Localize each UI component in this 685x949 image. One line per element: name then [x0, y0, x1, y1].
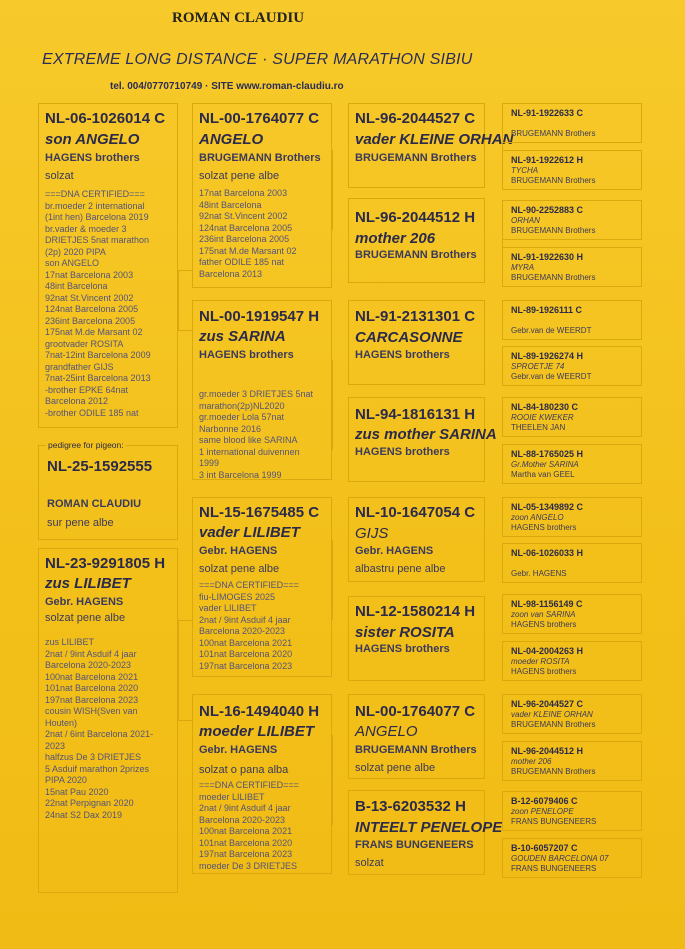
gen4-name: ORHAN: [511, 216, 540, 225]
gen2-info: ===DNA CERTIFIED=== moeder LILIBET 2nat / 9int Asduif 4 jaar Barcelona 2020-2023 100nat Barcelona 2021 101nat Barcelona 2020 197nat Barcelona 2023 moeder De 3 DRIETJES: [199, 780, 299, 871]
connector-line: [332, 735, 333, 825]
gen3-card[interactable]: [348, 694, 485, 779]
gen4-breeder: BRUGEMANN Brothers: [511, 176, 596, 185]
gen4-card[interactable]: [502, 543, 642, 583]
connector-line: [178, 620, 192, 621]
gen4-ring: NL-06-1026033 H: [511, 548, 584, 558]
gen3-card[interactable]: [348, 103, 514, 188]
gen4-card[interactable]: [502, 741, 642, 781]
gen3-name: ANGELO: [355, 723, 418, 740]
gen2-info: gr.moeder 3 DRIETJES 5nat marathon(2p)NL2020 gr.moeder Lola 57nat Narbonne 2016 same blood like SARINA 1 international duivennen 1999 3 int Barcelona 1999: [199, 389, 314, 480]
gen3-ring: NL-00-1764077 C: [355, 703, 476, 720]
gen3-name: INTEELT PENELOPE: [355, 819, 503, 836]
gen4-ring: NL-05-1349892 C: [511, 502, 584, 512]
gen4-ring: NL-89-1926274 H: [511, 351, 584, 361]
gen4-breeder: BRUGEMANN Brothers: [511, 129, 596, 138]
gen3-ring: NL-96-2044527 C: [355, 110, 476, 127]
gen3-breeder: BRUGEMANN Brothers: [355, 249, 477, 261]
gen4-name: GOUDEN BARCELONA 07: [511, 854, 609, 863]
dam-color: solzat pene albe: [45, 612, 126, 624]
pigeon-color: sur pene albe: [47, 517, 114, 529]
breeder-title: ROMAN CLAUDIU: [172, 10, 305, 26]
connector-line: [178, 270, 192, 271]
gen4-card[interactable]: [502, 103, 642, 143]
gen4-breeder: Gebr.van de WEERDT: [511, 326, 592, 335]
gen2-breeder: HAGENS brothers: [199, 349, 294, 361]
gen4-card[interactable]: [502, 791, 642, 831]
gen4-name: vader KLEINE ORHAN: [511, 710, 593, 719]
gen4-card[interactable]: [502, 150, 642, 190]
gen4-breeder: Gebr.van de WEERDT: [511, 372, 592, 381]
gen3-breeder: FRANS BUNGENEERS: [355, 839, 474, 851]
gen3-ring: NL-96-2044512 H: [355, 209, 476, 226]
gen4-name: moeder ROSITA: [511, 657, 570, 666]
gen3-breeder: HAGENS brothers: [355, 349, 450, 361]
dam-name: zus LILIBET: [45, 575, 131, 592]
gen4-card[interactable]: [502, 838, 642, 878]
gen4-ring: NL-88-1765025 H: [511, 449, 584, 459]
sire-name: son ANGELO: [45, 131, 140, 148]
gen4-ring: NL-91-1922633 C: [511, 108, 584, 118]
gen2-name: zus SARINA: [199, 328, 286, 345]
gen4-name: MYRA: [511, 263, 535, 272]
gen4-card[interactable]: [502, 397, 642, 437]
gen4-name: mother 206: [511, 757, 552, 766]
gen4-breeder: HAGENS brothers: [511, 620, 577, 629]
gen2-ring: NL-16-1494040 H: [199, 703, 320, 720]
gen3-name: vader KLEINE ORHAN: [355, 131, 514, 148]
dam-breeder: Gebr. HAGENS: [45, 596, 124, 608]
gen2-name: vader LILIBET: [199, 524, 300, 541]
sire-breeder: HAGENS brothers: [45, 152, 140, 164]
gen3-card[interactable]: [348, 790, 503, 875]
gen3-color: solzat pene albe: [355, 762, 436, 774]
gen4-breeder: Gebr. HAGENS: [511, 569, 567, 578]
gen3-ring: NL-94-1816131 H: [355, 406, 476, 423]
gen4-card[interactable]: [502, 247, 642, 287]
gen4-ring: NL-04-2004263 H: [511, 646, 584, 656]
pigeon-owner: ROMAN CLAUDIU: [47, 498, 142, 510]
gen4-ring: NL-84-180230 C: [511, 402, 579, 412]
connector-line: [332, 360, 333, 450]
sire-info: ===DNA CERTIFIED=== br.moeder 2 international (1int hen) Barcelona 2019 br.vader & moeder 3 DRIETJES 5nat marathon (2p) 2020 PIPA son ANGELO 17nat Barcelona 2003 48int Barcelona 92nat St.Vincent 2002 124nat Barcelona 2005 236int Barcelona 2005 175nat M.de Marsant 02 grootvader ROSITA 7nat-12int Barcelona 2009 grandfather GIJS 7nat-25int Barcelona 2013 -brother EPKE 64nat Barcelona 2012 -brother ODILE 185 nat: [45, 189, 151, 418]
gen4-ring: NL-91-1922612 H: [511, 155, 584, 165]
gen3-breeder: BRUGEMANN Brothers: [355, 152, 477, 164]
gen2-name: moeder LILIBET: [199, 723, 315, 740]
gen2-info: ===DNA CERTIFIED=== fiu-LIMOGES 2025 vader LILIBET 2nat / 9int Asduif 4 jaar Barcelona 2020-2023 100nat Barcelona 2021 101nat Barcelona 2020 197nat Barcelona 2023: [199, 580, 299, 671]
gen4-ring: B-12-6079406 C: [511, 796, 578, 806]
gen4-breeder: BRUGEMANN Brothers: [511, 767, 596, 776]
gen3-ring: NL-12-1580214 H: [355, 603, 476, 620]
gen4-breeder: BRUGEMANN Brothers: [511, 273, 596, 282]
gen2-ring: NL-00-1919547 H: [199, 308, 320, 325]
gen4-name: zoon PENELOPE: [511, 807, 574, 816]
gen2-breeder: Gebr. HAGENS: [199, 744, 278, 756]
gen2-card[interactable]: [192, 694, 332, 874]
gen3-breeder: Gebr. HAGENS: [355, 545, 434, 557]
gen4-breeder: Martha van GEEL: [511, 470, 575, 479]
dam-ring: NL-23-9291805 H: [45, 555, 166, 572]
gen3-name: sister ROSITA: [355, 624, 455, 641]
gen4-name: ROOIE KWEKER: [511, 413, 574, 422]
gen4-name: Gr.Mother SARINA: [511, 460, 579, 469]
subtitle: EXTREME LONG DISTANCE · SUPER MARATHON SIBIU: [42, 51, 473, 68]
gen2-color: solzat o pana alba: [199, 764, 289, 776]
gen4-breeder: FRANS BUNGENEERS: [511, 817, 597, 826]
gen4-name: SPROETJE 74: [511, 362, 565, 371]
pedigree-label: pedigree for pigeon:: [48, 440, 124, 450]
dam-info: zus LILIBET 2nat / 9int Asduif 4 jaar Barcelona 2020-2023 100nat Barcelona 2021 101nat Barcelona 2020 197nat Barcelona 2023 cousin WISH(Sven van Houten) 2nat / 6int Barcelona 2021- 2023 halfzus De 3 DRIETJES 5 Asduif marathon 2prizes PIPA 2020 15nat Pau 2020 22nat Perpignan 2020 24nat S2 Dax 2019: [45, 637, 154, 820]
gen4-breeder: BRUGEMANN Brothers: [511, 226, 596, 235]
gen3-color: albastru pene albe: [355, 563, 446, 575]
gen4-breeder: THEELEN JAN: [511, 423, 566, 432]
connector-line: [332, 540, 333, 620]
gen2-color: solzat pene albe: [199, 170, 280, 182]
gen4-breeder: FRANS BUNGENEERS: [511, 864, 597, 873]
sire-card[interactable]: [38, 103, 178, 428]
gen4-card[interactable]: [502, 300, 642, 340]
gen4-breeder: HAGENS brothers: [511, 523, 577, 532]
gen3-ring: B-13-6203532 H: [355, 798, 466, 815]
gen3-card[interactable]: [348, 596, 485, 681]
gen3-name: CARCASONNE: [355, 329, 463, 346]
gen2-info: 17nat Barcelona 2003 48int Barcelona 92nat St.Vincent 2002 124nat Barcelona 2005 236int Barcelona 2005 175nat M.de Marsant 02 father ODILE 185 nat Barcelona 2013: [199, 188, 297, 279]
gen4-ring: NL-89-1926111 C: [511, 305, 583, 315]
gen3-breeder: HAGENS brothers: [355, 643, 450, 655]
gen4-name: zoon van SARINA: [511, 610, 576, 619]
gen3-ring: NL-91-2131301 C: [355, 308, 476, 325]
gen4-ring: NL-96-2044527 C: [511, 699, 584, 709]
gen3-name: zus mother SARINA: [355, 426, 497, 443]
dam-card[interactable]: [38, 548, 178, 893]
gen4-ring: NL-91-1922630 H: [511, 252, 584, 262]
gen4-ring: NL-96-2044512 H: [511, 746, 584, 756]
gen3-name: mother 206: [355, 230, 436, 247]
gen4-card[interactable]: [502, 200, 642, 240]
gen3-name: GIJS: [355, 525, 389, 542]
gen2-breeder: Gebr. HAGENS: [199, 545, 278, 557]
gen4-ring: NL-98-1156149 C: [511, 599, 583, 609]
contact-line: tel. 004/0770710749 · SITE www.roman-claudiu.ro: [110, 81, 344, 92]
gen4-ring: NL-90-2252883 C: [511, 205, 584, 215]
gen3-card[interactable]: [348, 300, 485, 385]
gen3-ring: NL-10-1647054 C: [355, 504, 476, 521]
sire-color: solzat: [45, 170, 74, 182]
gen4-breeder: BRUGEMANN Brothers: [511, 720, 596, 729]
connector-line: [332, 150, 333, 230]
gen3-card[interactable]: [348, 397, 497, 482]
gen4-card[interactable]: [502, 641, 642, 681]
gen4-card[interactable]: [502, 444, 642, 484]
gen4-card[interactable]: [502, 346, 642, 386]
gen2-breeder: BRUGEMANN Brothers: [199, 152, 321, 164]
sire-ring: NL-06-1026014 C: [45, 110, 166, 127]
pigeon-ring: NL-25-1592555: [47, 458, 153, 475]
connector-line: [178, 620, 179, 720]
gen2-card[interactable]: [192, 497, 332, 677]
gen4-card[interactable]: [502, 694, 642, 734]
gen4-card[interactable]: [502, 497, 642, 537]
gen3-color: solzat: [355, 857, 384, 869]
connector-line: [178, 720, 192, 721]
gen2-name: ANGELO: [199, 131, 264, 148]
gen2-color: solzat pene albe: [199, 563, 280, 575]
pigeon-card[interactable]: [38, 445, 178, 540]
connector-line: [178, 270, 179, 330]
gen3-breeder: BRUGEMANN Brothers: [355, 744, 477, 756]
gen2-card[interactable]: [192, 103, 332, 288]
gen4-name: TYCHA: [511, 166, 539, 175]
connector-line: [178, 330, 192, 331]
gen4-ring: B-10-6057207 C: [511, 843, 578, 853]
gen3-card[interactable]: [348, 497, 485, 582]
gen4-breeder: HAGENS brothers: [511, 667, 577, 676]
gen3-breeder: HAGENS brothers: [355, 446, 450, 458]
gen2-ring: NL-00-1764077 C: [199, 110, 320, 127]
gen4-name: zoon ANGELO: [511, 513, 564, 522]
gen2-card[interactable]: [192, 300, 332, 480]
gen4-card[interactable]: [502, 594, 642, 634]
gen3-card[interactable]: [348, 198, 485, 283]
gen2-ring: NL-15-1675485 C: [199, 504, 320, 521]
